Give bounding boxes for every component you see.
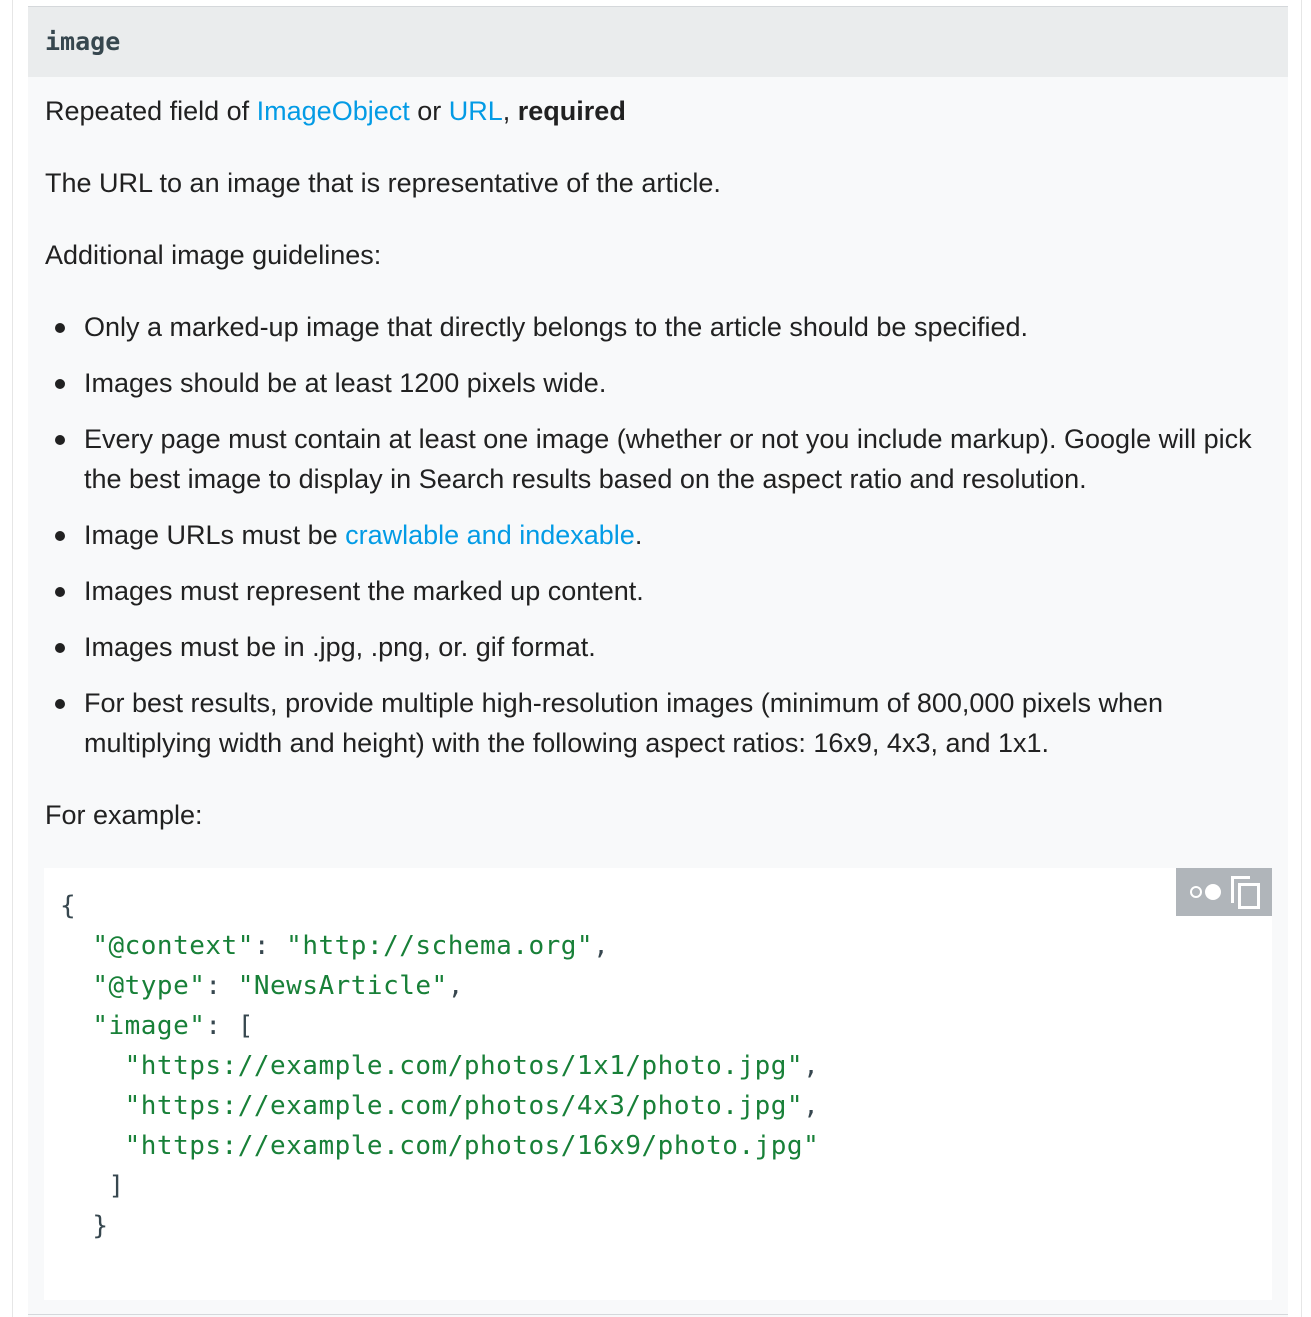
guideline-item: Images must be in .jpg, .png, or. gif format. (84, 627, 1254, 667)
required-label: required (517, 96, 626, 126)
code-open-brace: { (60, 891, 77, 921)
code-open-bracket: [ (237, 1011, 254, 1041)
property-card (28, 6, 1288, 1317)
property-description: The URL to an image that is representative of the article. (45, 168, 721, 198)
code-url: "https://example.com/photos/16x9/photo.jpg" (124, 1131, 820, 1161)
guideline-item: Every page must contain at least one image (whether or not you include markup). Google will pick the best image to display in Search results based on the aspect ratio and resolution. (84, 419, 1254, 499)
imageobject-link[interactable]: ImageObject (256, 96, 410, 126)
property-type-line (45, 91, 626, 131)
code-url: "https://example.com/photos/4x3/photo.jpg" (124, 1091, 804, 1121)
card-bottom-border (28, 1314, 1288, 1315)
dark-theme-toggle-icon[interactable] (1190, 884, 1221, 900)
code-context-key: "@context" (92, 931, 254, 961)
guideline-item (84, 515, 1254, 555)
url-link[interactable]: URL (448, 96, 503, 126)
guideline-text: . (634, 520, 643, 550)
code-toolbar (1176, 868, 1272, 916)
code-image-key: "image" (92, 1011, 206, 1041)
guideline-item: Images must represent the marked up content. (84, 571, 1254, 611)
guideline-item: Images should be at least 1200 pixels wide. (84, 363, 1254, 403)
code-example (44, 868, 1272, 1300)
guideline-item: Only a marked-up image that directly belongs to the article should be specified. (84, 307, 1254, 347)
guidelines-heading: Additional image guidelines: (45, 240, 382, 270)
property-name: image (45, 27, 121, 56)
property-header (28, 7, 1288, 77)
guideline-text: Image URLs must be (84, 520, 346, 550)
code-close-brace: } (92, 1211, 109, 1241)
code-type-key: "@type" (92, 971, 206, 1001)
type-prefix: Repeated field of (45, 96, 257, 126)
crawlable-indexable-link[interactable]: crawlable and indexable (345, 520, 635, 550)
code-url: "https://example.com/photos/1x1/photo.jpg" (124, 1051, 804, 1081)
guideline-item: For best results, provide multiple high-resolution images (minimum of 800,000 pixels when multiplying width and height) with the following aspect ratios: 16x9, 4x3, and 1x1. (84, 683, 1254, 763)
copy-icon[interactable] (1231, 876, 1259, 908)
code-type-value: "NewsArticle" (237, 971, 448, 1001)
type-or: or (409, 96, 449, 126)
type-comma: , (502, 96, 518, 126)
code-close-bracket: ] (108, 1171, 125, 1201)
code-context-value: "http://schema.org" (286, 931, 594, 961)
example-label: For example: (45, 800, 203, 830)
code-content: { "@context": "http://schema.org", "@type": "NewsArticle", "image": [ "https://example.com/photos/1x1/photo.jpg", "https://example.com/photos/4x3/photo.jpg", "https://example.com/photos/16x9/photo.jpg" ] } (60, 891, 820, 1241)
